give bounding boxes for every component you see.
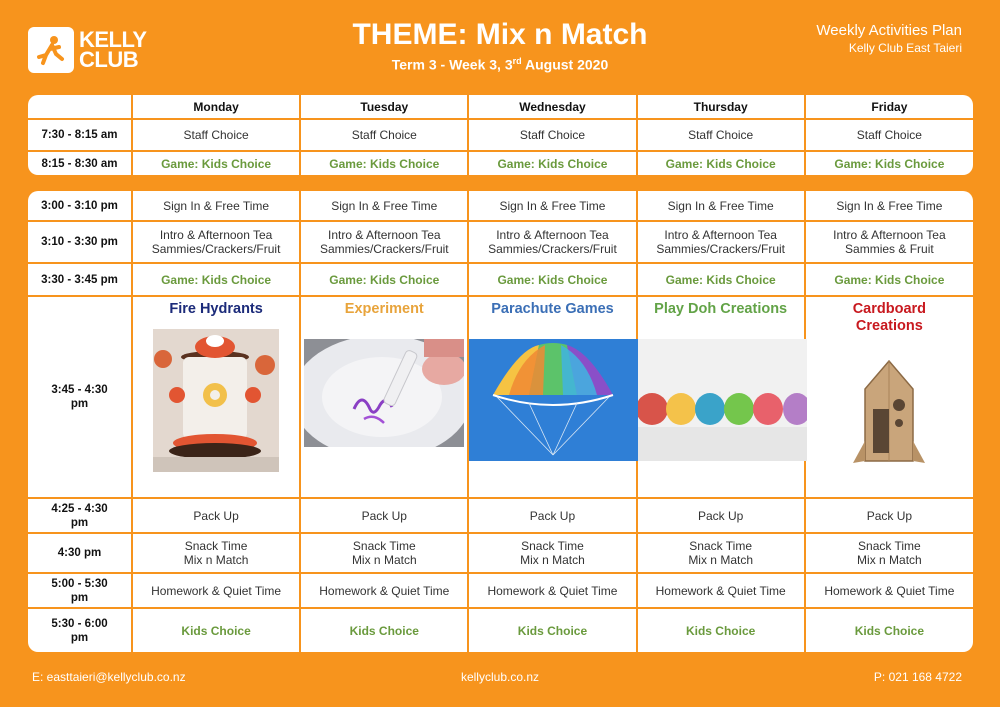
day-header: Monday (132, 95, 300, 119)
schedule-row (28, 263, 973, 296)
activity-cell: Kids Choice (637, 608, 805, 652)
page-subtitle: Term 3 - Week 3, 3rd August 2020 (391, 56, 609, 73)
plan-heading (816, 22, 962, 55)
activity-row (28, 296, 973, 498)
experiment-image (304, 339, 464, 447)
time-slot: 3:00 - 3:10 pm (28, 191, 132, 221)
logo-text-club: CLUB (79, 47, 139, 72)
activity-cell-thursday (637, 296, 805, 498)
fire-hydrant-image (153, 329, 279, 472)
schedule-row (28, 573, 973, 608)
activity-cell: Homework & Quiet Time (300, 573, 468, 608)
day-header: Friday (805, 95, 973, 119)
activity-cell: Staff Choice (468, 119, 636, 151)
activity-cell: Game: Kids Choice (468, 151, 636, 175)
time-slot: 5:30 - 6:00 pm (28, 608, 132, 652)
activity-cell: Sign In & Free Time (637, 191, 805, 221)
footer-website[interactable]: kellyclub.co.nz (460, 670, 540, 684)
activity-cell: Staff Choice (637, 119, 805, 151)
logo-text-kelly: KELLY (79, 27, 147, 52)
activity-cell: Intro & Afternoon Tea Sammies/Crackers/Fruit (300, 221, 468, 263)
activity-cell: Game: Kids Choice (637, 151, 805, 175)
activity-cell-friday (805, 296, 973, 498)
time-slot: 4:30 pm (28, 533, 132, 573)
page-title: THEME: Mix n Match (352, 18, 648, 51)
activity-cell: Kids Choice (300, 608, 468, 652)
plan-location: Kelly Club East Taieri (848, 41, 962, 55)
activity-cell: Kids Choice (468, 608, 636, 652)
plan-title: Weekly Activities Plan (816, 22, 962, 39)
parachute-image (469, 339, 638, 461)
activity-cell: Game: Kids Choice (132, 263, 300, 296)
activity-cell: Kids Choice (132, 608, 300, 652)
footer-phone: P: 021 168 4722 (873, 670, 962, 684)
activity-cell: Game: Kids Choice (805, 151, 973, 175)
activity-cell: Game: Kids Choice (468, 263, 636, 296)
schedule-row (28, 151, 973, 175)
activity-cell: Intro & Afternoon Tea Sammies/Crackers/Fruit (637, 221, 805, 263)
morning-schedule (28, 95, 973, 175)
activity-cell: Homework & Quiet Time (132, 573, 300, 608)
activity-cell: Pack Up (132, 498, 300, 533)
day-header: Wednesday (468, 95, 636, 119)
activity-cell: Game: Kids Choice (300, 151, 468, 175)
corner-cell (28, 95, 132, 119)
activity-cell: Staff Choice (132, 119, 300, 151)
schedule-row (28, 498, 973, 533)
activity-title: Cardboard Creations (852, 301, 927, 334)
activity-cell: Staff Choice (805, 119, 973, 151)
time-slot: 7:30 - 8:15 am (28, 119, 132, 151)
time-slot: 4:25 - 4:30 pm (28, 498, 132, 533)
cardboard-rocket-image (847, 357, 931, 477)
activity-cell: Kids Choice (805, 608, 973, 652)
activity-cell: Intro & Afternoon Tea Sammies/Crackers/Fruit (132, 221, 300, 263)
activity-cell: Sign In & Free Time (805, 191, 973, 221)
activity-cell: Game: Kids Choice (805, 263, 973, 296)
schedule-row (28, 533, 973, 573)
activity-cell: Snack Time Mix n Match (468, 533, 636, 573)
activity-cell-tuesday (300, 296, 468, 498)
play-doh-image (638, 339, 807, 461)
activity-cell: Sign In & Free Time (132, 191, 300, 221)
afternoon-schedule (28, 191, 973, 652)
activity-cell: Pack Up (468, 498, 636, 533)
schedule-row (28, 608, 973, 652)
activity-title: Play Doh Creations (654, 301, 788, 317)
activity-title: Experiment (344, 301, 424, 317)
activity-cell: Snack Time Mix n Match (300, 533, 468, 573)
activity-cell: Staff Choice (300, 119, 468, 151)
activity-cell: Homework & Quiet Time (468, 573, 636, 608)
kelly-club-logo (28, 27, 154, 73)
activity-title: Parachute Games (491, 301, 614, 317)
activity-cell: Pack Up (805, 498, 973, 533)
activity-cell: Sign In & Free Time (300, 191, 468, 221)
activity-cell-monday (132, 296, 300, 498)
footer-email[interactable]: E: easttaieri@kellyclub.co.nz (32, 670, 186, 684)
running-figure-icon (28, 27, 74, 73)
activity-cell: Snack Time Mix n Match (132, 533, 300, 573)
schedule-row (28, 221, 973, 263)
schedule-row (28, 191, 973, 221)
day-header: Thursday (637, 95, 805, 119)
schedule-row (28, 119, 973, 151)
activity-cell: Sign In & Free Time (468, 191, 636, 221)
activity-cell: Game: Kids Choice (637, 263, 805, 296)
time-slot: 3:30 - 3:45 pm (28, 263, 132, 296)
time-slot: 5:00 - 5:30 pm (28, 573, 132, 608)
activity-cell: Game: Kids Choice (132, 151, 300, 175)
activity-cell: Game: Kids Choice (300, 263, 468, 296)
activity-cell: Pack Up (300, 498, 468, 533)
activity-cell: Homework & Quiet Time (805, 573, 973, 608)
activity-cell-wednesday (468, 296, 636, 498)
time-slot: 8:15 - 8:30 am (28, 151, 132, 175)
day-header: Tuesday (300, 95, 468, 119)
activity-cell: Intro & Afternoon Tea Sammies & Fruit (805, 221, 973, 263)
activity-cell: Snack Time Mix n Match (637, 533, 805, 573)
activity-cell: Homework & Quiet Time (637, 573, 805, 608)
day-header-row (28, 95, 973, 119)
time-slot: 3:10 - 3:30 pm (28, 221, 132, 263)
activity-cell: Pack Up (637, 498, 805, 533)
time-slot: 3:45 - 4:30 pm (28, 296, 132, 498)
activity-cell: Intro & Afternoon Tea Sammies/Crackers/Fruit (468, 221, 636, 263)
activity-title: Fire Hydrants (169, 301, 263, 317)
activity-cell: Snack Time Mix n Match (805, 533, 973, 573)
